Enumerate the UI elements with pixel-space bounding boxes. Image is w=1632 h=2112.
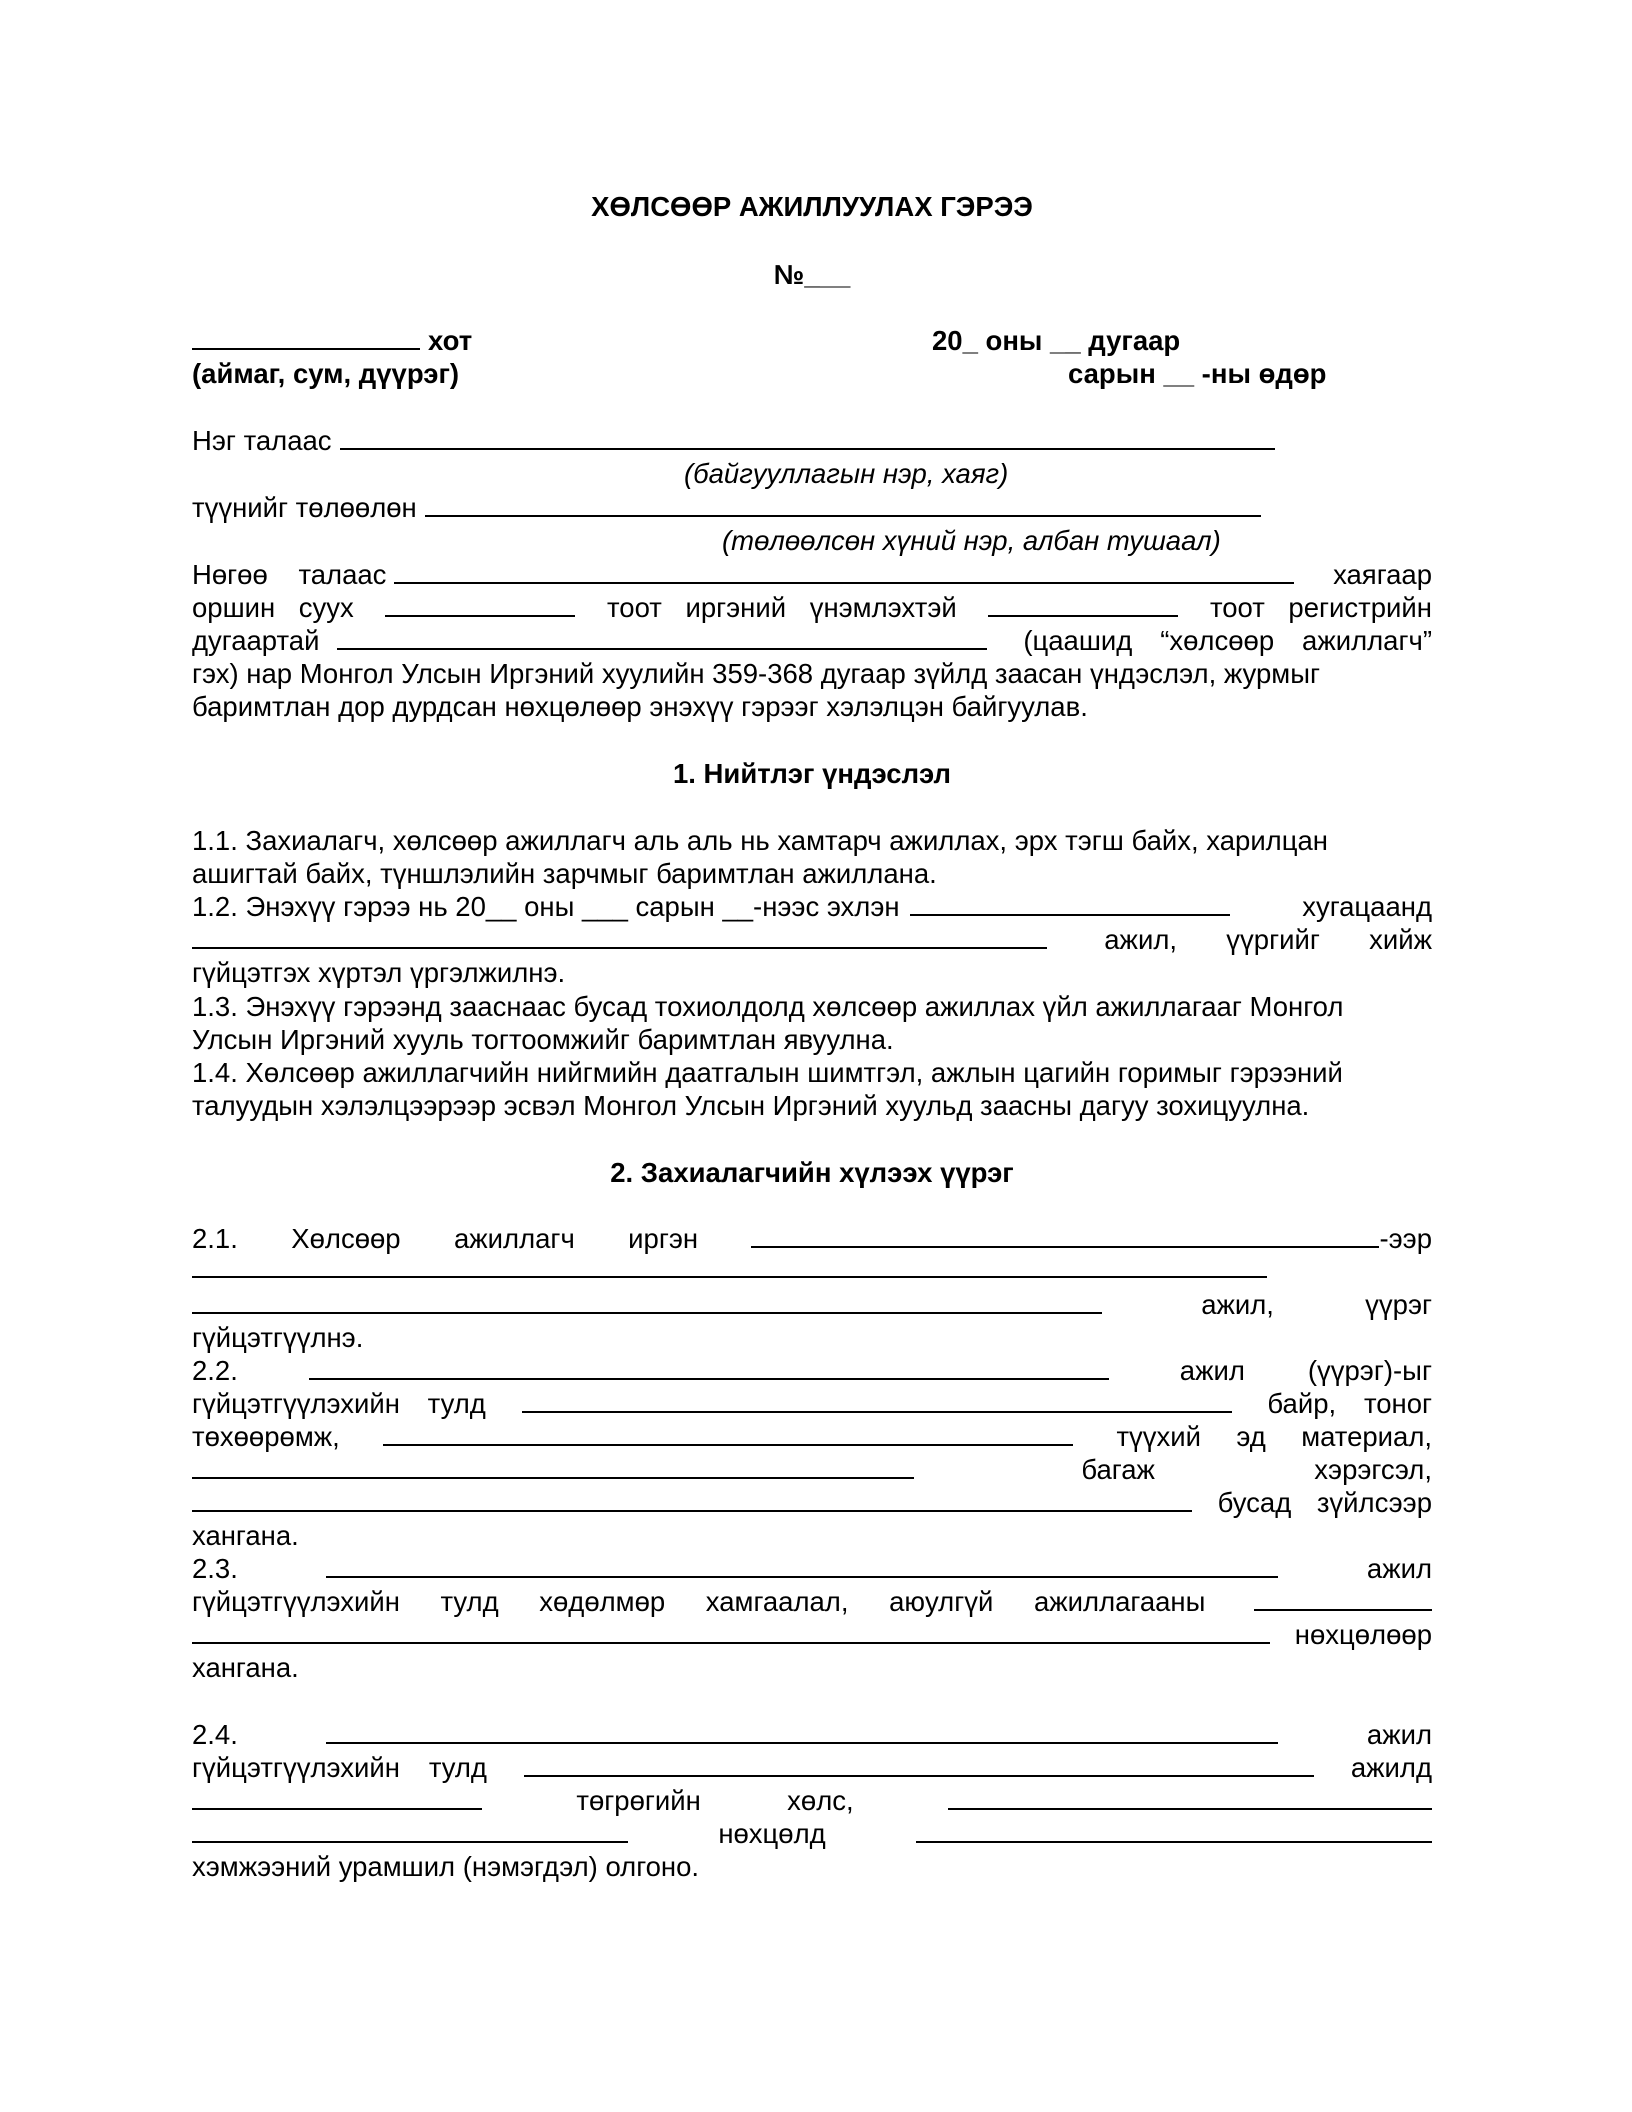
- residence-line: [192, 591, 1432, 624]
- word: оршин: [192, 592, 276, 623]
- clause-text: хангана.: [192, 1520, 299, 1551]
- date-line-1: 20_ оны __ дугаар: [932, 325, 1181, 356]
- word: ажил: [1179, 1355, 1245, 1386]
- worker-name-blank[interactable]: [751, 1225, 1379, 1248]
- document-number-line: [192, 258, 1432, 291]
- word: тоот: [1209, 592, 1265, 623]
- word: гүйцэтгүүлэхийн: [192, 1586, 400, 1617]
- clause-2-1-blank-1[interactable]: [192, 1255, 1267, 1278]
- word: аюулгүй: [889, 1586, 994, 1617]
- clause-2-4-blank-2[interactable]: [524, 1754, 1314, 1777]
- word: (цаашид: [1023, 625, 1133, 656]
- clause-2-4-line-5: [192, 1850, 1432, 1883]
- word: 2.1.: [192, 1223, 238, 1254]
- date-line-2: сарын __ -ны өдөр: [1068, 358, 1327, 389]
- word: ажилд: [1350, 1752, 1432, 1783]
- salary-amount-blank[interactable]: [192, 1787, 482, 1810]
- clause-2-2-blank-2[interactable]: [522, 1390, 1232, 1413]
- registration-line: [192, 624, 1432, 657]
- clause-2-2-blank-4[interactable]: [192, 1456, 914, 1479]
- clause-2-2-line-1: [192, 1354, 1432, 1387]
- word: ажиллагч: [453, 1223, 575, 1254]
- clause-2-1-blank-2[interactable]: [192, 1291, 1102, 1314]
- place-city: хот: [428, 325, 473, 356]
- clause-text: Улсын Иргэний хууль тогтоомжийг баримтлан явуулна.: [192, 1024, 894, 1055]
- clause-1-1-line-1: [192, 824, 1432, 857]
- work-description-blank[interactable]: [192, 926, 1047, 949]
- place-note: (аймаг, сум, дүүрэг): [192, 358, 460, 389]
- word: 2.2.: [192, 1355, 238, 1386]
- word: ажил: [1366, 1719, 1433, 1750]
- word: бусад: [1217, 1487, 1292, 1518]
- word: зүйлсээр: [1316, 1487, 1432, 1518]
- clause-2-3-line-2: [192, 1585, 1432, 1618]
- word: материал,: [1301, 1421, 1433, 1452]
- clause-2-1-line-3: [192, 1288, 1432, 1321]
- word: хамгаалал,: [705, 1586, 849, 1617]
- clause-2-2-line-4: [192, 1453, 1432, 1486]
- representative-line: [192, 491, 1432, 524]
- clause-2-3-blank-1[interactable]: [326, 1555, 1278, 1578]
- id-card-blank[interactable]: [988, 594, 1178, 617]
- word: иргэн: [628, 1223, 699, 1254]
- word: тулд: [427, 1388, 486, 1419]
- first-party-label: Нэг талаас: [192, 425, 332, 456]
- clause-text: 1.2. Энэхүү гэрээ нь 20__ оны ___ сарын __-нээс эхлэн: [192, 891, 900, 922]
- address-number-blank[interactable]: [385, 594, 575, 617]
- word: Нөгөө: [192, 559, 268, 590]
- clause-1-2-line-2: [192, 923, 1432, 956]
- clause-2-1-line-4: [192, 1321, 1432, 1354]
- clause-2-3-blank-2[interactable]: [1254, 1588, 1432, 1611]
- clause-text: 1.1. Захиалагч, хөлсөөр ажиллагч аль аль нь хамтарч ажиллах, эрх тэгш байх, харилцан: [192, 825, 1328, 856]
- clause-1-4-line-2: [192, 1089, 1432, 1122]
- clause-2-2-blank-5[interactable]: [192, 1489, 1192, 1512]
- word: 2.3.: [192, 1553, 238, 1584]
- place-date-line-2: [192, 357, 1432, 390]
- word: эд: [1236, 1421, 1266, 1452]
- clause-2-4-line-1: [192, 1718, 1432, 1751]
- word: хаягаар: [1333, 559, 1432, 590]
- word: үүрэг: [1365, 1289, 1433, 1320]
- clause-text: гүйцэтгэх хүртэл үргэлжилнэ.: [192, 957, 566, 988]
- word: нөхцөлд: [718, 1818, 826, 1849]
- clause-text: ашигтай байх, түншлэлийн зарчмыг баримтлан ажиллана.: [192, 858, 937, 889]
- clause-1-2-line-3: [192, 956, 1432, 989]
- word: үүргийг: [1226, 924, 1320, 955]
- clause-1-3-line-2: [192, 1023, 1432, 1056]
- clause-1-2-line-1: [192, 890, 1432, 923]
- word: багаж: [1081, 1454, 1155, 1485]
- word: ажил,: [1201, 1289, 1274, 1320]
- preamble-line-5: [192, 690, 1432, 723]
- word: хугацаанд: [1302, 891, 1432, 922]
- first-party-blank[interactable]: [340, 427, 1275, 450]
- clause-2-2-line-6: [192, 1519, 1432, 1552]
- clause-2-4-line-2: [192, 1751, 1432, 1784]
- word: талаас: [298, 559, 387, 590]
- word: гүйцэтгүүлэхийн: [192, 1388, 400, 1419]
- clause-1-3-line-1: [192, 990, 1432, 1023]
- word: регистрийн: [1288, 592, 1432, 623]
- clause-text: хэмжээний урамшил (нэмэгдэл) олгоно.: [192, 1851, 700, 1882]
- representative-label: түүнийг төлөөлөн: [192, 492, 417, 523]
- word: үнэмлэхтэй: [809, 592, 957, 623]
- first-party-line: [192, 424, 1432, 457]
- clause-2-1-line-1: [192, 1222, 1432, 1255]
- section-1-heading-line: [192, 757, 1432, 790]
- word: ажил: [1366, 1553, 1433, 1584]
- first-party-hint: (байгууллагын нэр, хаяг): [684, 458, 1009, 489]
- place-date-line-1: [192, 324, 1432, 357]
- clause-2-4-blank-1[interactable]: [326, 1721, 1278, 1744]
- word: хөлс,: [787, 1785, 854, 1816]
- clause-2-3-line-3: [192, 1618, 1432, 1651]
- clause-2-4-blank-5[interactable]: [916, 1820, 1432, 1843]
- word: ажил,: [1104, 924, 1178, 955]
- document-title: ХӨЛСӨӨР АЖИЛЛУУЛАХ ГЭРЭЭ: [591, 191, 1033, 222]
- clause-2-4-line-4: [192, 1817, 1432, 1850]
- clause-2-2-line-2: [192, 1387, 1432, 1420]
- word: (үүрэг)-ыг: [1307, 1355, 1432, 1386]
- clause-2-3-blank-3[interactable]: [192, 1621, 1270, 1644]
- word: тулд: [440, 1586, 499, 1617]
- section-2-heading: 2. Захиалагчийн хүлээх үүрэг: [610, 1157, 1014, 1188]
- word: тоног: [1363, 1388, 1433, 1419]
- word: байр,: [1267, 1388, 1337, 1419]
- preamble-text: баримтлан дор дурдсан нөхцөлөөр энэхүү гэрээг хэлэлцэн байгуулав.: [192, 691, 1088, 722]
- word: гүйцэтгүүлэхийн: [192, 1752, 400, 1783]
- word: иргэний: [685, 592, 787, 623]
- second-party-line: [192, 558, 1432, 591]
- word: хөдөлмөр: [539, 1586, 666, 1617]
- word: 2.4.: [192, 1719, 238, 1750]
- word: төхөөрөмж,: [192, 1421, 340, 1452]
- section-1-heading: 1. Нийтлэг үндэслэл: [672, 758, 952, 789]
- document-title-line: [192, 190, 1432, 223]
- clause-2-2-line-5: [192, 1486, 1432, 1519]
- clause-2-4-blank-3[interactable]: [948, 1787, 1432, 1810]
- word: ажиллагч”: [1302, 625, 1432, 656]
- word: “хөлсөөр: [1160, 625, 1275, 656]
- preamble-text: гэх) нар Монгол Улсын Иргэний хуулийн 359-368 дугаар зүйлд заасан үндэслэл, журмыг: [192, 658, 1320, 689]
- clause-text: гүйцэтгүүлнэ.: [192, 1322, 364, 1353]
- duration-blank[interactable]: [910, 893, 1230, 916]
- clause-2-2-line-3: [192, 1420, 1432, 1453]
- clause-text: 1.4. Хөлсөөр ажиллагчийн нийгмийн даатгалын шимтгэл, ажлын цагийн горимыг гэрээний: [192, 1057, 1343, 1088]
- preamble-line-4: [192, 657, 1432, 690]
- word: -ээр: [1379, 1223, 1432, 1254]
- section-2-heading-line: [192, 1156, 1432, 1189]
- clause-2-4-line-3: [192, 1784, 1432, 1817]
- registration-blank[interactable]: [337, 627, 987, 650]
- clause-text: талуудын хэлэлцээрээр эсвэл Монгол Улсын Иргэний хуульд заасны дагуу зохицуулна.: [192, 1090, 1310, 1121]
- word: суух: [298, 592, 354, 623]
- word: хэрэгсэл,: [1314, 1454, 1432, 1485]
- clause-2-3-line-4: [192, 1651, 1432, 1684]
- document-number: №___: [773, 259, 851, 290]
- representative-hint: (төлөөлсөн хүний нэр, албан тушаал): [722, 525, 1221, 556]
- second-party-blank[interactable]: [394, 561, 1294, 584]
- word: дугаартай: [192, 625, 320, 656]
- representative-blank[interactable]: [425, 494, 1261, 517]
- word: түүхий: [1116, 1421, 1202, 1452]
- word: Хөлсөөр: [291, 1223, 401, 1254]
- clause-2-2-blank-3[interactable]: [383, 1423, 1073, 1446]
- word: тоот: [606, 592, 662, 623]
- clause-text: 1.3. Энэхүү гэрээнд зааснаас бусад тохиолдолд хөлсөөр ажиллах үйл ажиллагааг Монгол: [192, 991, 1344, 1022]
- word: ажиллагааны: [1033, 1586, 1206, 1617]
- word: хийж: [1369, 924, 1432, 955]
- clause-2-2-blank-1[interactable]: [309, 1357, 1109, 1380]
- clause-text: хангана.: [192, 1652, 299, 1683]
- word: тулд: [428, 1752, 487, 1783]
- word: нөхцөлөөр: [1294, 1619, 1432, 1650]
- clause-1-1-line-2: [192, 857, 1432, 890]
- clause-1-4-line-1: [192, 1056, 1432, 1089]
- clause-2-3-line-1: [192, 1552, 1432, 1585]
- clause-2-4-blank-4[interactable]: [192, 1820, 628, 1843]
- word: төгрөгийн: [576, 1785, 701, 1816]
- place-blank[interactable]: [192, 327, 420, 350]
- clause-2-1-line-2: [192, 1255, 1432, 1278]
